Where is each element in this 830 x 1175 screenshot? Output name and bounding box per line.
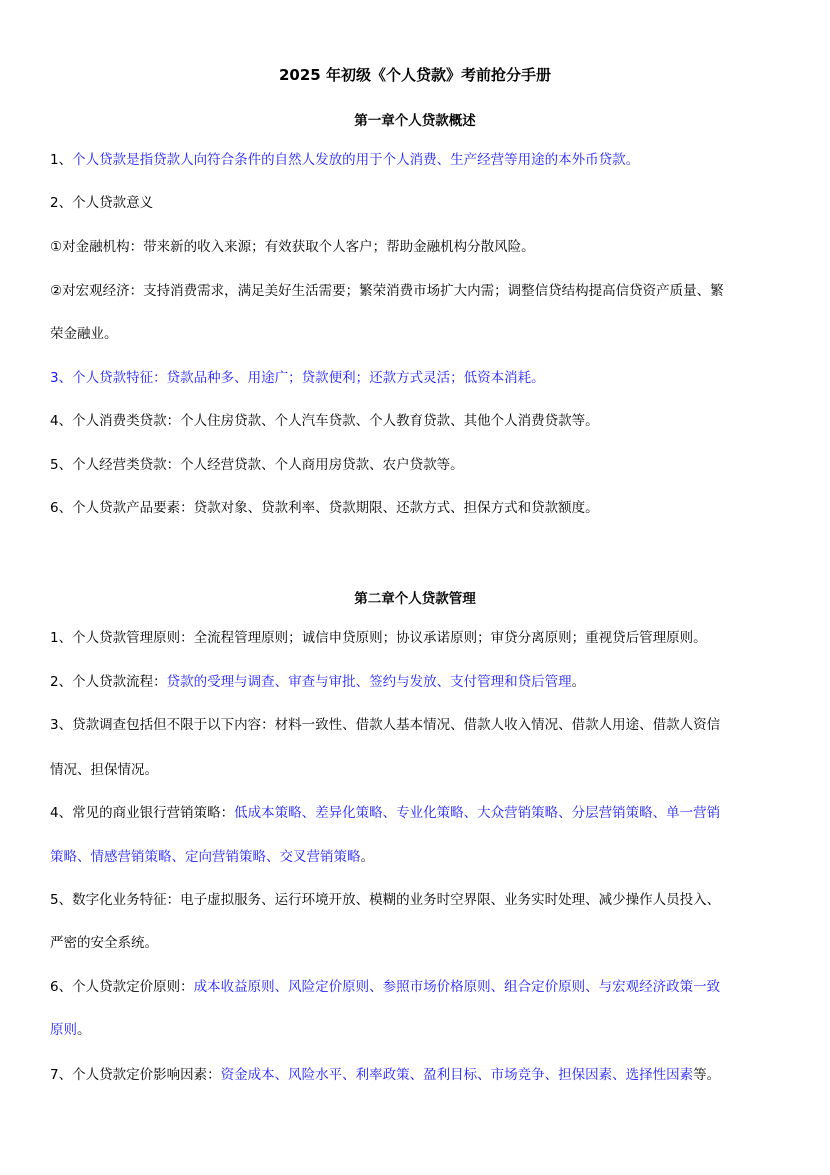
text-line <box>50 933 790 953</box>
body-text: 7、个人贷款定价影响因素： <box>50 1067 221 1083</box>
body-text: 荣金融业。 <box>50 326 118 342</box>
body-text: ①对金融机构：带来新的收入来源；有效获取个人客户；帮助金融机构分散风险。 <box>50 239 535 255</box>
body-text: 。 <box>77 1022 91 1038</box>
highlight-text: 贷款的受理与调查、审查与审批、签约与发放、支付管理和贷后管理 <box>166 674 572 690</box>
text-line <box>50 193 790 213</box>
page-title: 2025 年初级《个人贷款》考前抢分手册 <box>279 66 551 84</box>
highlight-text: 原则 <box>50 1022 77 1038</box>
body-text: 4、个人消费类贷款：个人住房贷款、个人汽车贷款、个人教育贷款、其他个人消费贷款等。 <box>50 413 599 429</box>
body-text: 5、数字化业务特征：电子虚拟服务、运行环境开放、模糊的业务时空界限、业务实时处理、减少操作人员投入、 <box>50 892 721 908</box>
body-text: 1、个人贷款管理原则：全流程管理原则；诚信申贷原则；协议承诺原则；审贷分离原则；重视贷后管理原则。 <box>50 630 707 646</box>
text-line <box>50 890 790 910</box>
text-line <box>50 715 790 735</box>
body-text: 6、个人贷款定价原则： <box>50 979 194 995</box>
text-line <box>50 977 790 997</box>
body-text: ②对宏观经济：支持消费需求，满足美好生活需要；繁荣消费市场扩大内需；调整信贷结构提高信贷资产质量、繁 <box>50 283 724 299</box>
body-text: 1、 <box>50 152 73 168</box>
body-text: 2、个人贷款流程： <box>50 674 167 690</box>
text-line <box>50 237 790 257</box>
chapter-2-heading: 第二章个人贷款管理 <box>354 591 476 607</box>
body-text: 4、常见的商业银行营销策略： <box>50 805 235 821</box>
body-text: 6、个人贷款产品要素：贷款对象、贷款利率、贷款期限、还款方式、担保方式和贷款额度。 <box>50 500 599 516</box>
body-text: 2、个人贷款意义 <box>50 195 154 211</box>
text-line <box>50 150 790 170</box>
chapter-1-heading: 第一章个人贷款概述 <box>354 113 476 129</box>
text-line <box>50 281 790 301</box>
body-text: 。 <box>571 674 586 690</box>
highlight-text: 3、个人贷款特征：贷款品种多、用途广；贷款便利；还款方式灵活；低资本消耗。 <box>50 370 545 386</box>
text-line <box>50 324 790 344</box>
text-line <box>50 368 790 388</box>
highlight-text: 策略、情感营销策略、定向营销策略、交叉营销策略 <box>50 849 361 865</box>
body-text: 5、个人经营类贷款：个人经营贷款、个人商用房贷款、农户贷款等。 <box>50 457 464 473</box>
text-line <box>50 498 790 518</box>
highlight-text: 成本收益原则、风险定价原则、参照市场价格原则、组合定价原则、与宏观经济政策一致 <box>193 979 721 995</box>
body-text: 情况、担保情况。 <box>50 762 158 778</box>
text-line <box>50 628 790 648</box>
body-text: 。 <box>360 849 374 865</box>
text-line <box>50 1020 790 1040</box>
text-line <box>50 760 790 780</box>
text-line <box>50 411 790 431</box>
text-line <box>50 455 790 475</box>
body-text: 等。 <box>693 1067 721 1083</box>
highlight-text: 个人贷款是指贷款人向符合条件的自然人发放的用于个人消费、生产经营等用途的本外币贷款。 <box>72 152 640 168</box>
highlight-text: 低成本策略、差异化策略、专业化策略、大众营销策略、分层营销策略、单一营销 <box>234 805 721 821</box>
text-line <box>50 847 790 867</box>
text-line <box>50 672 790 692</box>
body-text: 3、贷款调查包括但不限于以下内容：材料一致性、借款人基本情况、借款人收入情况、借款人用途、借款人资信 <box>50 717 721 733</box>
text-line <box>50 803 790 823</box>
body-text: 严密的安全系统。 <box>50 935 158 951</box>
highlight-text: 资金成本、风险水平、利率政策、盈利目标、市场竞争、担保因素、选择性因素 <box>220 1067 694 1083</box>
text-line <box>50 1065 790 1085</box>
